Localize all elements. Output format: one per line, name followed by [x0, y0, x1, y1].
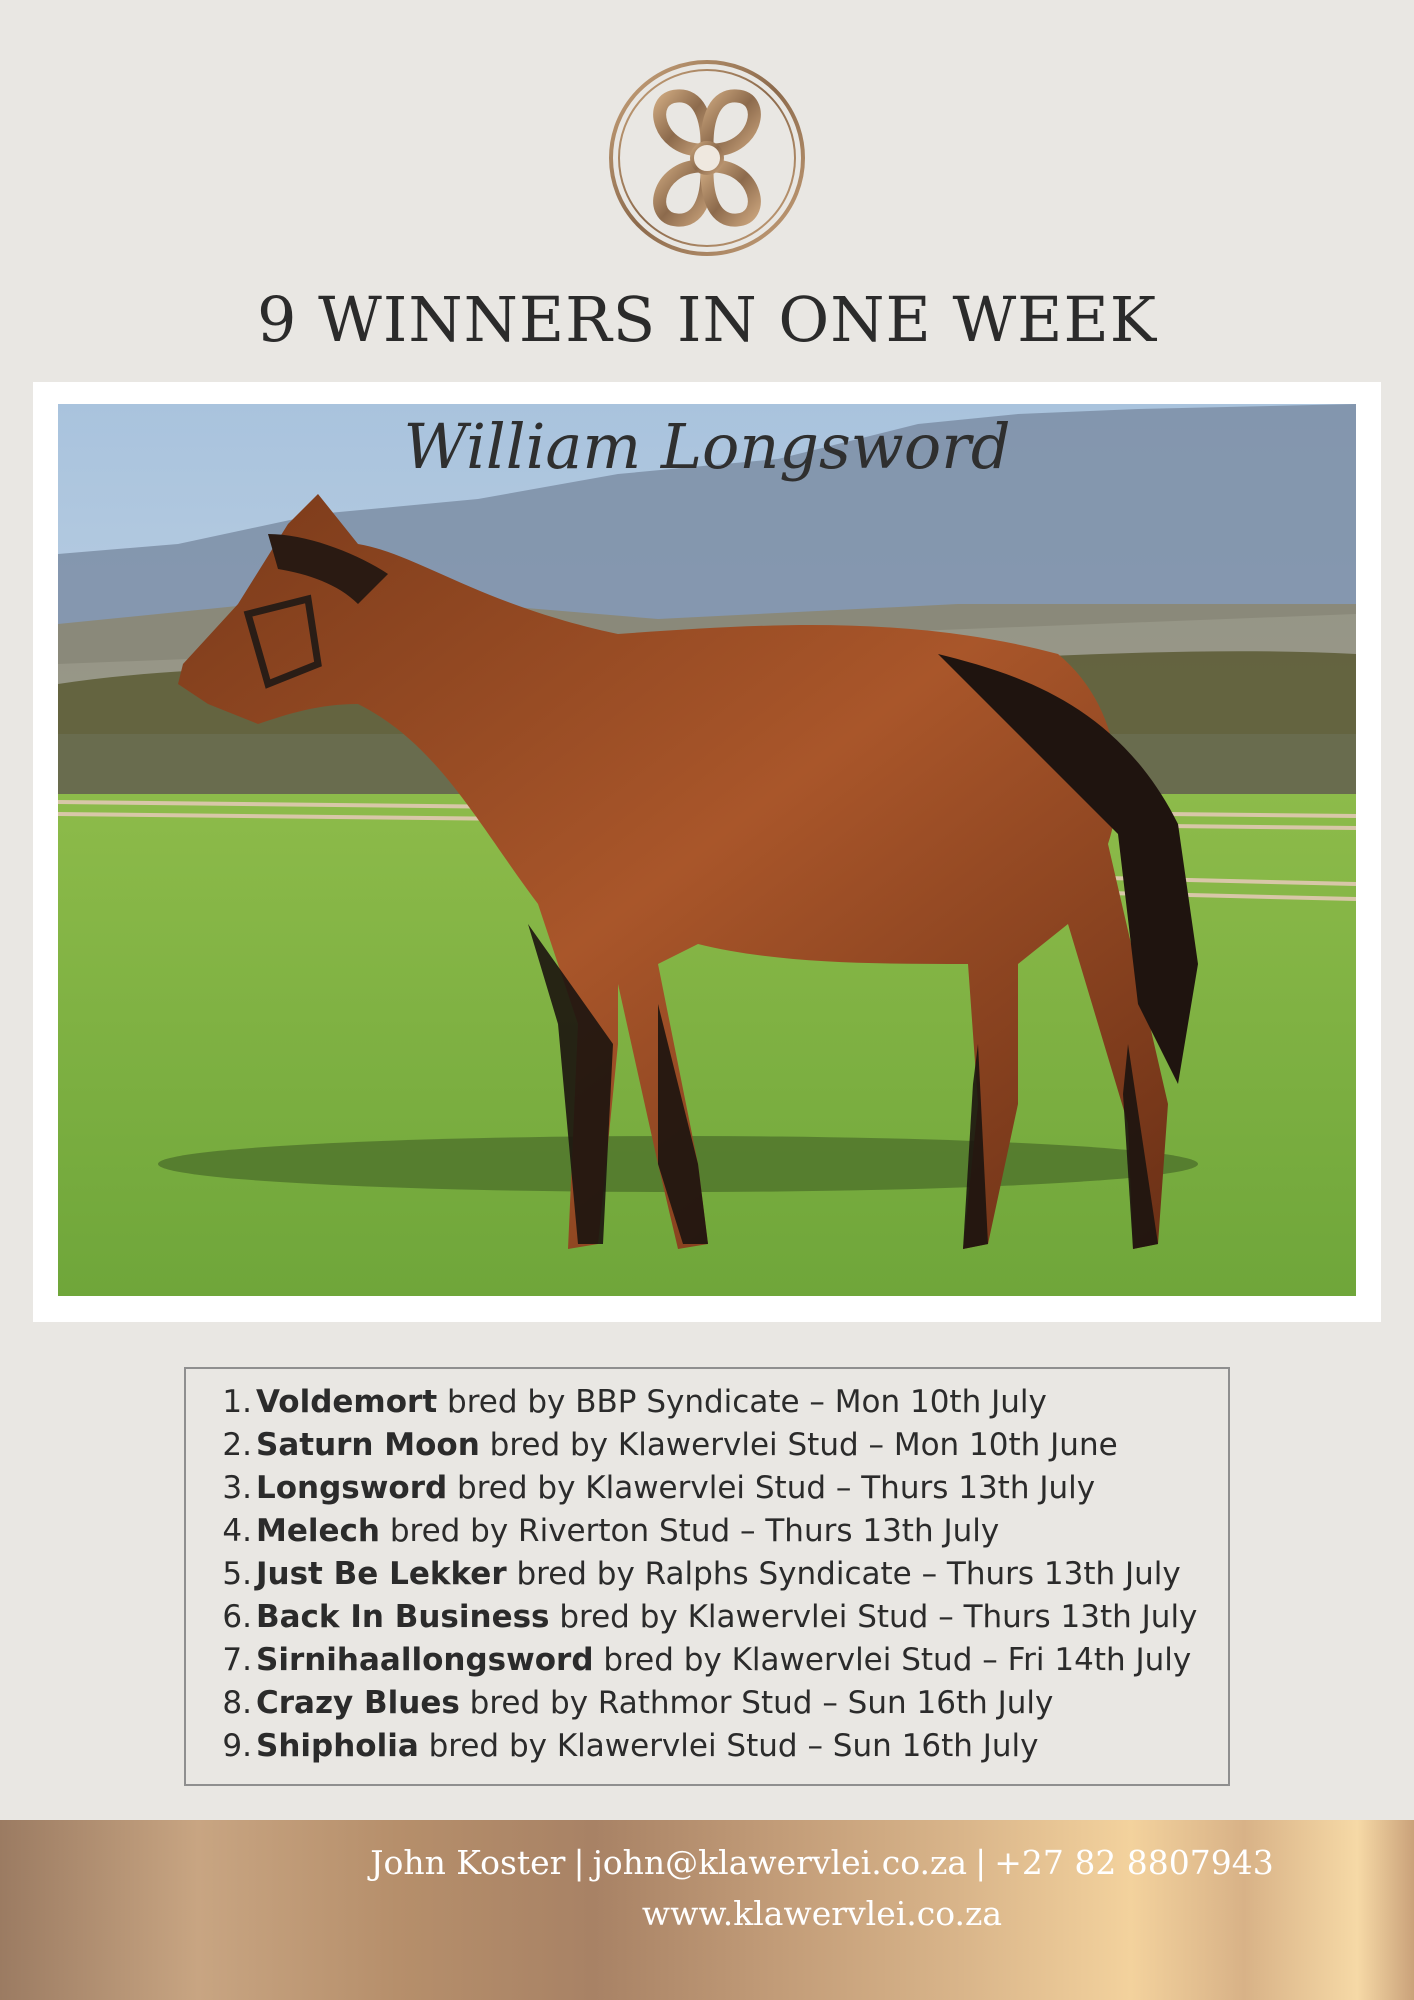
winner-item: 7. Sirnihaallongsword bred by Klawervlei Stud – Fri 14th July	[222, 1642, 1192, 1678]
winners-list	[216, 1381, 1197, 1768]
winner-horse-name: Voldemort	[256, 1384, 438, 1420]
klawervlei-logo-icon	[607, 58, 807, 258]
winner-item: 6. Back In Business bred by Klawervlei Stud – Thurs 13th July	[222, 1599, 1198, 1635]
horse-photo	[58, 404, 1356, 1296]
winner-horse-name: Sirnihaallongsword	[256, 1642, 594, 1678]
winner-horse-name: Crazy Blues	[256, 1685, 460, 1721]
winner-horse-name: Saturn Moon	[256, 1427, 480, 1463]
winner-item: 2. Saturn Moon bred by Klawervlei Stud – Mon 10th June	[222, 1427, 1118, 1463]
website-link[interactable]: www.klawervlei.co.za	[641, 1894, 1003, 1933]
winner-item: 5. Just Be Lekker bred by Ralphs Syndicate – Thurs 13th July	[222, 1556, 1181, 1592]
contact-name: John Koster	[370, 1843, 566, 1882]
winner-horse-name: Longsword	[256, 1470, 448, 1506]
winner-horse-name: Just Be Lekker	[256, 1556, 507, 1592]
winner-horse-name: Back In Business	[256, 1599, 550, 1635]
winner-item: 9. Shipholia bred by Klawervlei Stud – Sun 16th July	[222, 1728, 1039, 1764]
winner-horse-name: Shipholia	[256, 1728, 419, 1764]
headline: 9 WINNERS IN ONE WEEK	[256, 283, 1158, 356]
winner-item: 4. Melech bred by Riverton Stud – Thurs 13th July	[222, 1513, 1000, 1549]
contact-email-link[interactable]: john@klawervlei.co.za	[592, 1843, 968, 1882]
winners-box	[184, 1367, 1230, 1786]
contact-phone[interactable]: +27 82 8807943	[994, 1843, 1274, 1882]
winner-item: 8. Crazy Blues bred by Rathmor Stud – Sun 16th July	[222, 1685, 1054, 1721]
winner-horse-name: Melech	[256, 1513, 380, 1549]
footer-contact: John Koster | john@klawervlei.co.za | +27 82 8807943	[370, 1843, 1274, 1882]
winner-item: 3. Longsword bred by Klawervlei Stud – Thurs 13th July	[222, 1470, 1096, 1506]
horse-name-caption: William Longsword	[403, 410, 1011, 483]
winner-item: 1. Voldemort bred by BBP Syndicate – Mon 10th July	[222, 1384, 1047, 1420]
